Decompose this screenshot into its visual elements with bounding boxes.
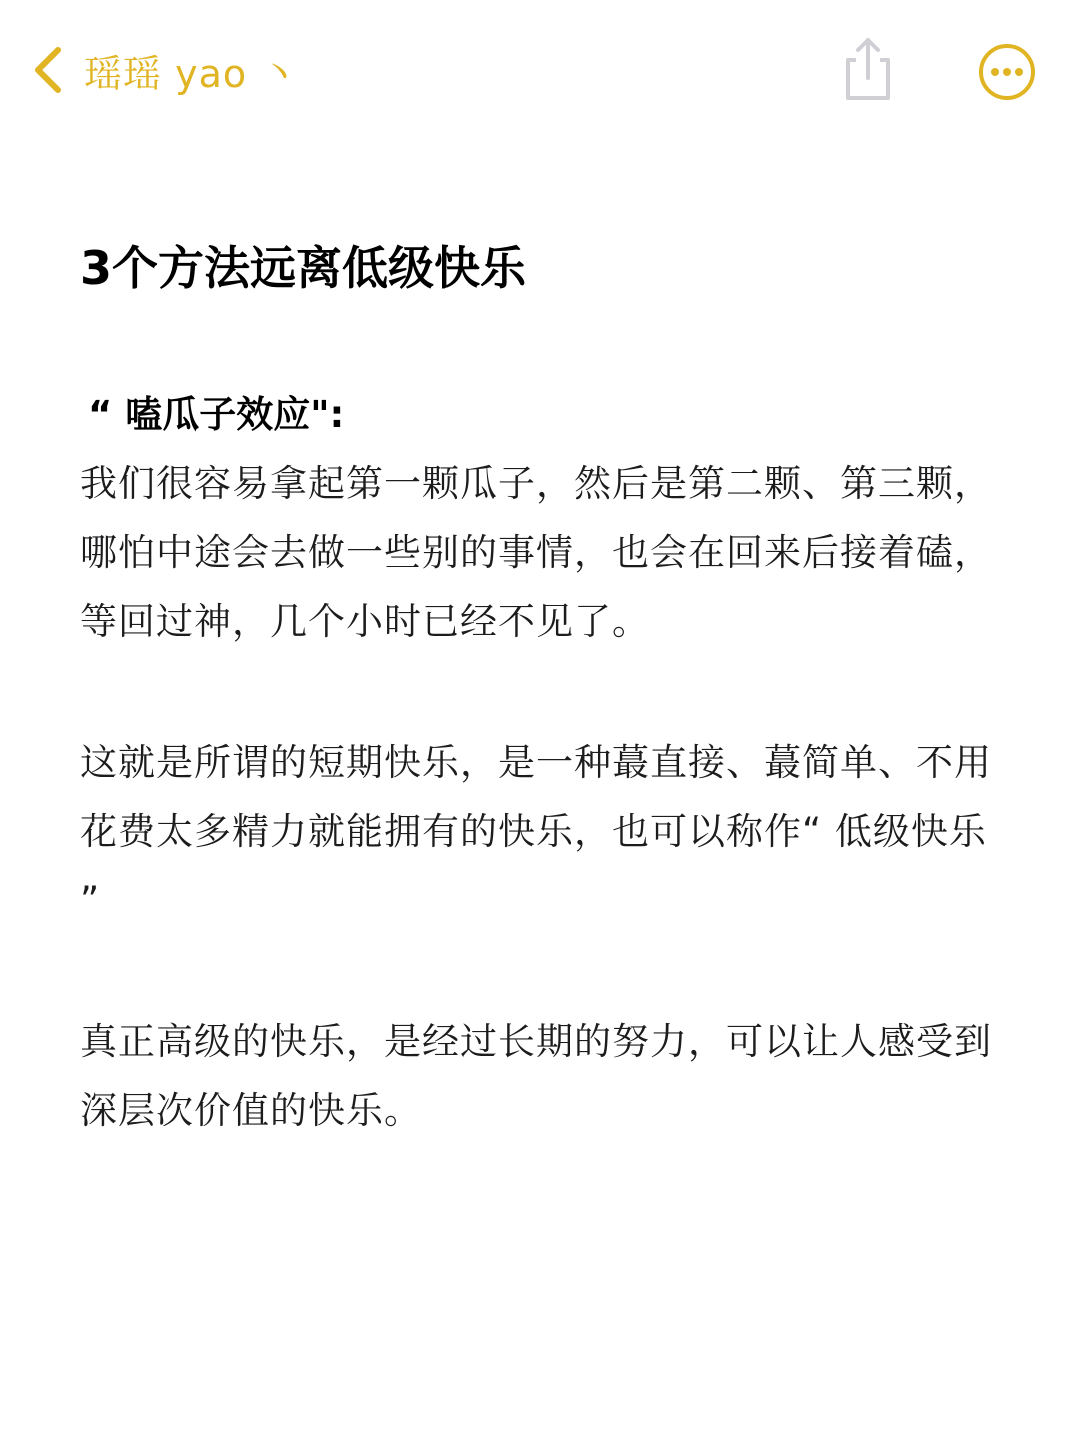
back-button-label: 瑶瑶 yao 丶 bbox=[84, 51, 300, 96]
note-body[interactable] bbox=[80, 380, 1005, 1145]
back-button[interactable] bbox=[30, 40, 299, 100]
navigation-bar bbox=[0, 0, 1080, 140]
paragraph-2: 这就是所谓的短期快乐，是一种蕞直接、蕞简单、不用花费太多精力就能拥有的快乐，也可以称作“ 低级快乐 ” bbox=[80, 741, 992, 922]
more-options-icon[interactable] bbox=[977, 42, 1037, 102]
paragraph-1: 我们很容易拿起第一颗瓜子，然后是第二颗、第三颗，哪怕中途会去做一些别的事情，也会在回来后接着磕，等回过神，几个小时已经不见了。 bbox=[80, 462, 992, 643]
section-heading: “ 嗑瓜子效应": bbox=[88, 393, 345, 436]
paragraph-spacer bbox=[80, 935, 1005, 1007]
paragraph-3: 真正高级的快乐，是经过长期的努力，可以让人感受到深层次价值的快乐。 bbox=[80, 1020, 992, 1132]
share-icon[interactable] bbox=[838, 34, 898, 104]
paragraph-spacer bbox=[80, 656, 1005, 728]
chevron-left-icon bbox=[30, 42, 66, 98]
note-title: 3个方法远离低级快乐 bbox=[80, 241, 527, 295]
